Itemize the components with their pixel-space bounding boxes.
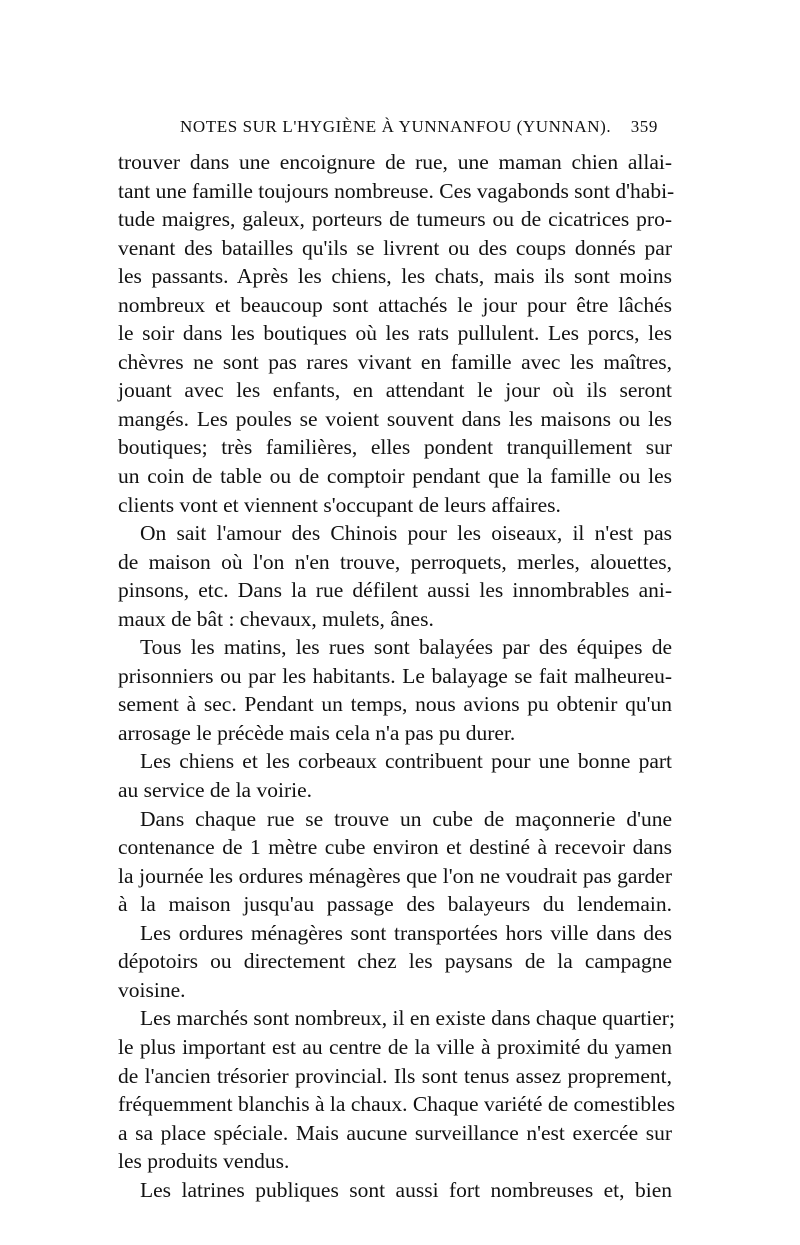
text-line: la journée les ordures ménagères que l'on ne voudrait pas garder [118, 863, 672, 888]
running-head [118, 117, 658, 143]
running-title: NOTES SUR L'HYGIÈNE À YUNNANFOU (YUNNAN). [180, 117, 612, 136]
text-line: tude maigres, galeux, porteurs de tumeurs ou de cicatrices pro- [118, 207, 672, 232]
text-line: dépotoirs ou directement chez les paysans de la campagne [118, 949, 672, 974]
text-line: Les chiens et les corbeaux contribuent pour une bonne part [140, 749, 672, 774]
text-line: chèvres ne sont pas rares vivant en famille avec les maîtres, [118, 349, 672, 374]
paragraph [118, 519, 672, 633]
text-line: mangés. Les poules se voient souvent dans les maisons ou les [118, 406, 672, 431]
page-number: 359 [630, 117, 658, 136]
text-line: clients vont et viennent s'occupant de leurs affaires. [118, 492, 561, 517]
paragraph [118, 747, 672, 804]
text-line: les passants. Après les chiens, les chats, mais ils sont moins [118, 264, 672, 289]
text-line: au service de la voirie. [118, 778, 313, 803]
text-line: boutiques; très familières, elles pondent tranquillement sur [118, 435, 672, 460]
text-line: nombreux et beaucoup sont attachés le jour pour être lâchés [118, 292, 672, 317]
text-line: sement à sec. Pendant un temps, nous avions pu obtenir qu'un [118, 692, 672, 717]
body-text [118, 148, 675, 1204]
text-line: le plus important est au centre de la ville à proximité du yamen [118, 1034, 672, 1059]
text-line: venant des batailles qu'ils se livrent ou des coups donnés par [118, 235, 672, 260]
text-line: Les ordures ménagères sont transportées hors ville dans des [140, 920, 672, 945]
text-line: On sait l'amour des Chinois pour les oiseaux, il n'est pas [140, 521, 672, 546]
text-line: pinsons, etc. Dans la rue défilent aussi les innombrables ani- [118, 578, 672, 603]
text-line: de l'ancien trésorier provincial. Ils sont tenus assez proprement, [118, 1063, 672, 1088]
text-line: tant une famille toujours nombreuse. Ces vagabonds sont d'habi- [118, 178, 675, 203]
text-line: arrosage le précède mais cela n'a pas pu durer. [118, 720, 516, 745]
text-line: à la maison jusqu'au passage des balayeurs du lendemain. [118, 892, 672, 917]
paragraph [118, 919, 672, 1005]
text-line: de maison où l'on n'en trouve, perroquets, merles, alouettes, [118, 549, 672, 574]
text-line: fréquemment blanchis à la chaux. Chaque variété de comestibles [118, 1092, 675, 1117]
text-line: voisine. [118, 977, 186, 1002]
text-line: Tous les matins, les rues sont balayées par des équipes de [140, 635, 672, 660]
paragraph [118, 805, 672, 919]
text-line: prisonniers ou par les habitants. Le balayage se fait malheureu- [118, 663, 672, 688]
text-line: trouver dans une encoignure de rue, une maman chien allai- [118, 150, 672, 174]
paragraph [118, 633, 672, 747]
text-line: Les latrines publiques sont aussi fort nombreuses et, bien [140, 1177, 672, 1202]
text-line: Dans chaque rue se trouve un cube de maçonnerie d'une [140, 806, 672, 831]
text-line: le soir dans les boutiques où les rats pullulent. Les porcs, les [118, 321, 672, 346]
text-line: Les marchés sont nombreux, il en existe dans chaque quartier; [140, 1006, 675, 1031]
text-line: maux de bât : chevaux, mulets, ânes. [118, 606, 434, 631]
text-line: les produits vendus. [118, 1149, 290, 1174]
paragraph [118, 1176, 672, 1205]
text-line: a sa place spéciale. Mais aucune surveillance n'est exercée sur [118, 1120, 672, 1145]
paragraph [118, 148, 675, 519]
text-line: un coin de table ou de comptoir pendant que la famille ou les [118, 464, 672, 489]
text-line: contenance de 1 mètre cube environ et destiné à recevoir dans [118, 835, 672, 860]
text-line: jouant avec les enfants, en attendant le jour où ils seront [118, 378, 672, 403]
paragraph [118, 1004, 675, 1175]
